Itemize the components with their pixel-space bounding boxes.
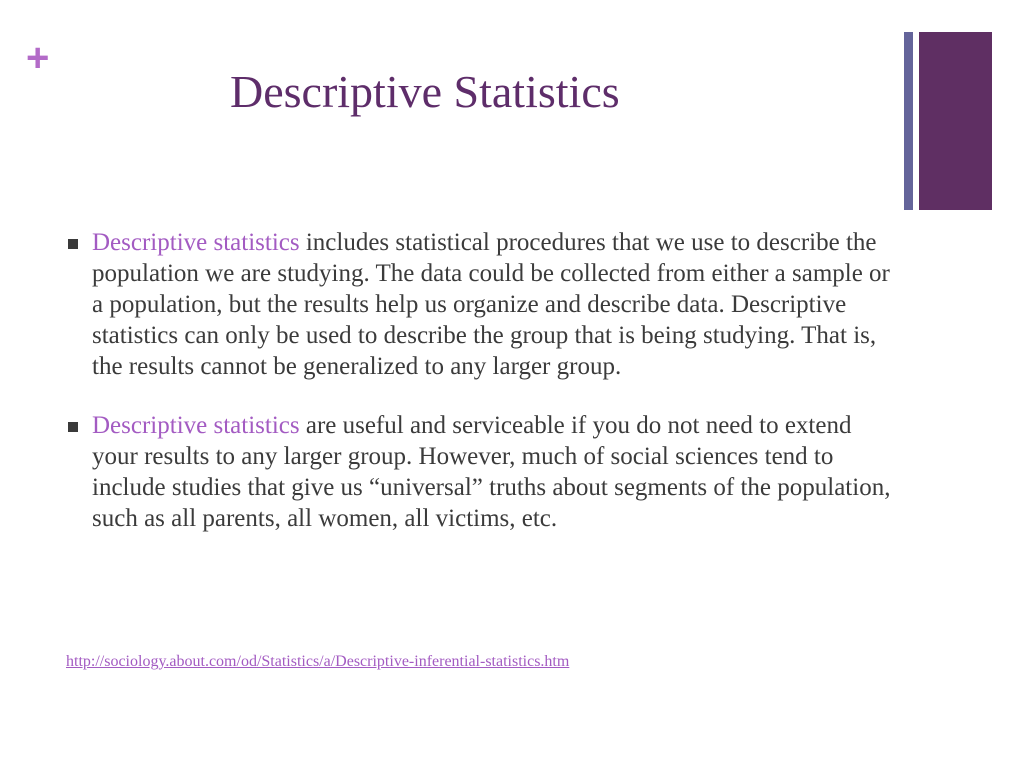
bullet-highlight-term: Descriptive statistics (92, 412, 300, 439)
plus-icon: + (26, 36, 50, 80)
accent-bar-thin (904, 32, 913, 210)
bullet-item (68, 227, 898, 382)
bullet-item (68, 410, 898, 534)
bullet-highlight-term: Descriptive statistics (92, 229, 300, 256)
accent-bar-thick (919, 32, 992, 210)
bullet-list (68, 227, 898, 534)
square-bullet-icon (68, 422, 78, 432)
slide-title: Descriptive Statistics (230, 66, 620, 117)
bullet-text: are useful and serviceable if you do not need to extend your results to any larger group. However, much of social sciences tend to include studies that give us “universal” truths about segments of the population, such as all parents, all women, all victims, etc. (92, 412, 891, 532)
bullet-text: includes statistical procedures that we use to describe the population we are studying. The data could be collected from either a sample or a population, but the results help us organize and describe data. Descriptive statistics can only be used to describe the group that is being studying. That is, the results cannot be generalized to any larger group. (92, 229, 890, 380)
source-link[interactable]: http://sociology.about.com/od/Statistics/a/Descriptive-inferential-statistics.htm (66, 653, 570, 670)
square-bullet-icon (68, 239, 78, 249)
